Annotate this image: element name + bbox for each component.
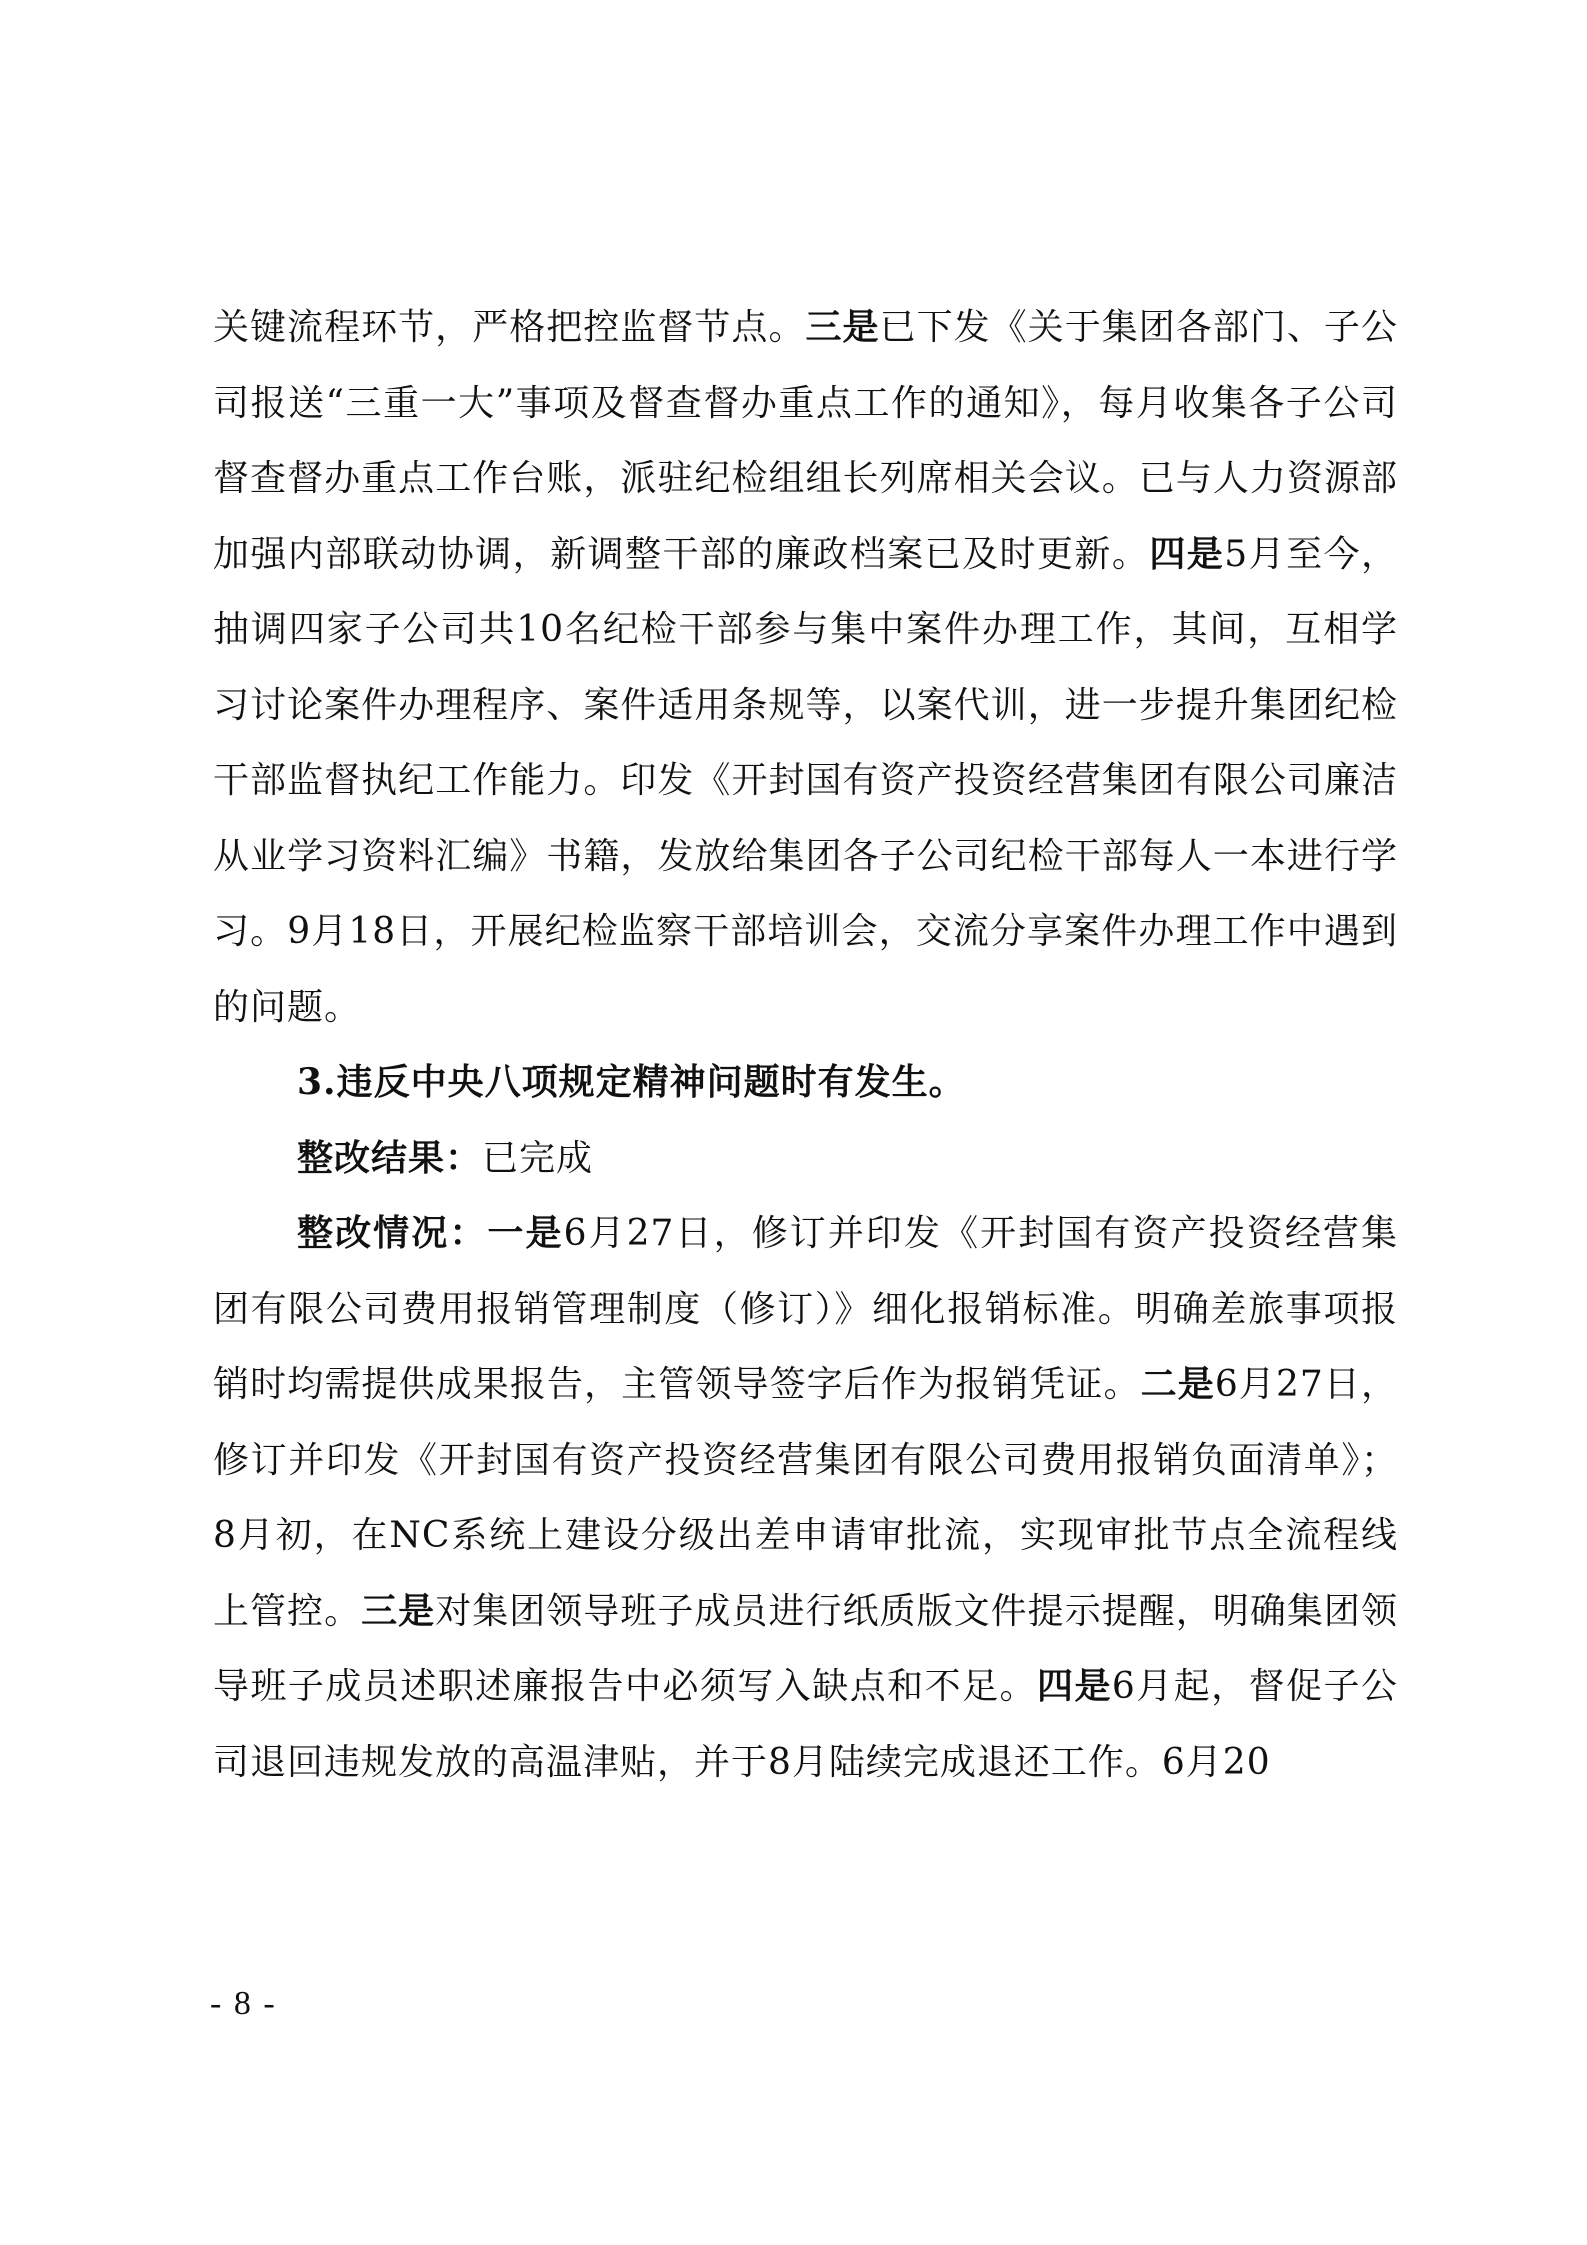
- rectification-result-value: 已完成: [482, 1137, 594, 1179]
- text-segment: 6月27日，修订并印发《开封国有资产投资经营集团有限公司费用报销负面清单》；8月初，在NC系统上建设分级出差申请审批流，实现审批节点全流程线上管控。: [213, 1364, 1398, 1632]
- issue-heading-text: 3.违反中央八项规定精神问题时有发生。: [297, 1061, 966, 1103]
- text-segment: 6月27日，修订并印发《开封国有资产投资经营集团有限公司费用报销管理制度（修订）》细化报销标准。明确差旅事项报销时均需提供成果报告，主管领导签字后作为报销凭证。: [213, 1213, 1398, 1405]
- point-four-label: 四是: [1149, 532, 1225, 575]
- text-segment: 对集团领导班子成员进行纸质版文件提示提醒，明确集团领导班子成员述职述廉报告中必须写入缺点和不足。: [213, 1590, 1398, 1707]
- point-two-label: 二是: [1140, 1363, 1215, 1405]
- rectification-details-label: 整改情况：: [297, 1212, 488, 1254]
- point-one-label: 一是: [487, 1212, 564, 1254]
- issue-heading: [213, 1045, 1398, 1121]
- text-segment: 关键流程环节，严格把控监督节点。: [213, 307, 806, 348]
- text-segment: 已下发《关于集团各部门、子公司报送“三重一大”事项及督查督办重点工作的通知》，每月收集各子公司督查督办重点工作台账，派驻纪检组组长列席相关会议。已与人力资源部加强内部联动协调，新调整干部的廉政档案已及时更新。: [213, 307, 1398, 575]
- text-segment: 6月起，督促子公司退回违规发放的高温津贴，并于8月陆续完成退还工作。6月20: [213, 1666, 1398, 1783]
- rectification-details: [213, 1196, 1398, 1800]
- body-text: [213, 290, 1398, 1800]
- point-three-label: 三是: [805, 306, 880, 348]
- point-three-label: 三是: [361, 1589, 436, 1632]
- text-segment: 5月至今，抽调四家子公司共10名纪检干部参与集中案件办理工作，其间，互相学习讨论案件办理程序、案件适用条规等，以案代训，进一步提升集团纪检干部监督执纪工作能力。印发《开封国有资产投资经营集团有限公司廉洁从业学习资料汇编》书籍，发放给集团各子公司纪检干部每人一本进行学习。9月18日，开展纪检监察干部培训会，交流分享案件办理工作中遇到的问题。: [213, 533, 1398, 1028]
- page-number: - 8 -: [210, 1985, 277, 2022]
- point-four-label: 四是: [1036, 1665, 1112, 1707]
- rectification-result-label: 整改结果：: [297, 1136, 483, 1179]
- paragraph-supervision-measures: [213, 290, 1398, 1045]
- rectification-result: [213, 1121, 1398, 1197]
